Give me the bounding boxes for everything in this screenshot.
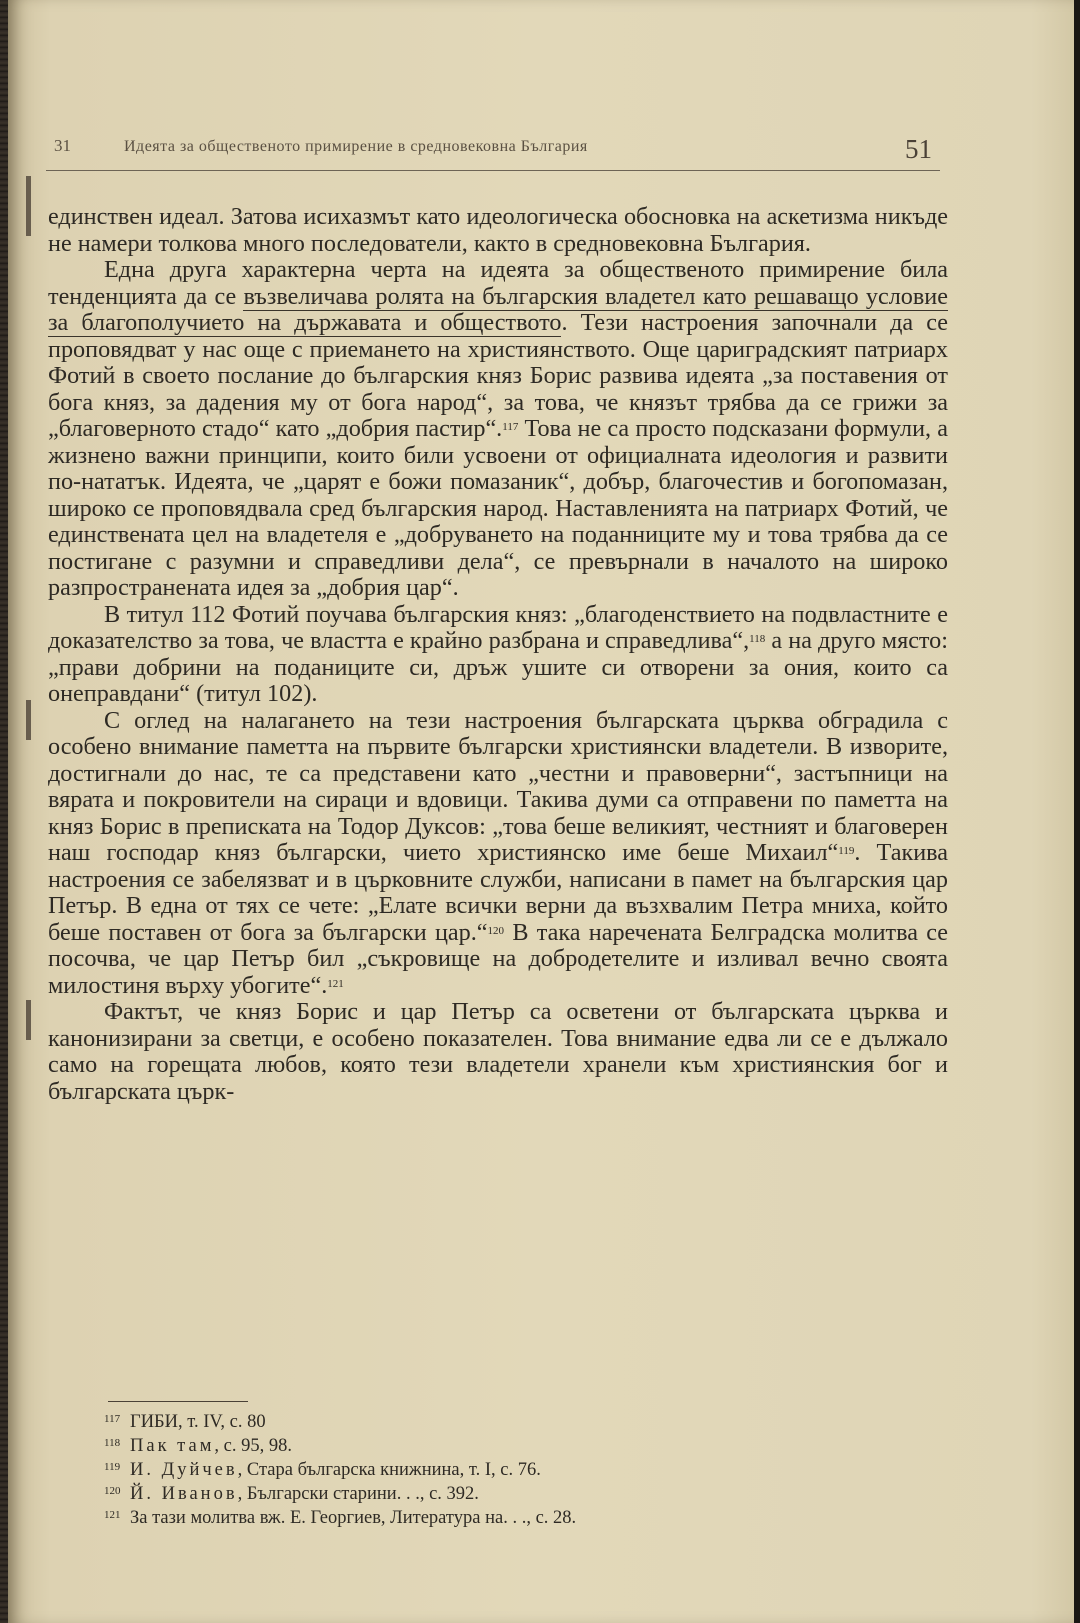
paragraph-text: единствен идеал. Затова исихазмът като идеологическа обосновка на аскетизма никъде не намери толкова много последователи, както в средновековна България. <box>48 203 948 257</box>
footnote-number: 119 <box>104 1461 121 1473</box>
footnote-ref: 119 <box>838 845 855 857</box>
footnote-number: 120 <box>104 1485 121 1497</box>
footnote-author: Пак там <box>130 1436 215 1456</box>
gutter-shadow <box>26 700 31 740</box>
footnote-text: За тази молитва вж. Е. Георгиев, Литература на. . ., с. 28. <box>130 1508 577 1528</box>
footnote-text: ГИБИ, т. IV, с. 80 <box>130 1412 266 1432</box>
underlined-passage: възвеличава ролята на българския владетел като решаващо условие за благополучието на държавата и обществото <box>48 282 948 336</box>
footnote-number: 117 <box>104 1413 121 1425</box>
footnotes <box>104 1410 884 1530</box>
gutter-shadow <box>26 1000 31 1040</box>
footnote-number: 118 <box>104 1437 121 1449</box>
footnote <box>104 1410 884 1434</box>
footnote <box>104 1434 884 1458</box>
paragraph <box>48 204 948 257</box>
paragraph-text: С оглед на налагането на тези настроения българската църква обградила с особено внимание паметта на първите български християнски владетели. В изворите, достигнали до нас, те са представени като „честни и правоверни“, застъпници на вярата и покровители на сираци и вдовици. Такива думи са отправени по паметта на княз Борис в преписката на Тодор Дуксов: „това беше великият, честният и благоверен наш господар княз български, чието християнско име беше Михаил“ <box>48 706 948 866</box>
footnote-text: , с. 95, 98. <box>214 1436 293 1456</box>
paragraph-text: Фактът, че княз Борис и цар Петър са осветени от българската църква и канонизирани за светци, е особено показателен. Това внимание едва ли се е дължало само на горещата любов, която тези владетели хранели към християнския бог и българската църк- <box>48 998 948 1105</box>
footnote <box>104 1506 884 1530</box>
paragraph <box>48 602 948 708</box>
paragraph <box>48 999 948 1105</box>
footnote-author: Й. Иванов <box>130 1484 238 1504</box>
paragraph-text: а на друго място: „прави добрини на поданиците си, дръж ушите си отворени за ония, които са онеправдани“ (титул 102). <box>48 627 948 707</box>
footnote-ref: 117 <box>502 421 519 433</box>
paragraph-text: . Такива настроения се забелязват и в църковните служби, написани в памет на българския цар Петър. В една от тях се чете: „Елате всички верни да възхвалим Петра мниха, който беше поставен от бога за български цар.“ <box>48 839 948 946</box>
book-binding-edge <box>0 0 8 1623</box>
footnote <box>104 1458 884 1482</box>
paragraph-text: В така наречената Белградска молитва се посочва, че цар Петър бил „съкровище на добродетелите и изливал вечно своята милостиня върху убогите“. <box>48 918 948 999</box>
footnote-ref: 121 <box>327 977 344 990</box>
paragraph <box>48 257 948 602</box>
footnote-ref: 118 <box>749 633 766 645</box>
footnote-text: , Стара българска книжнина, т. I, с. 76. <box>237 1460 541 1480</box>
paragraph-text: Една друга характерна черта на идеята за общественото примирение била тенденцията да се <box>48 256 948 310</box>
footnote <box>104 1482 884 1506</box>
paragraph-text: Това не са просто подсказани формули, а жизнено важни принципи, които били усвоени от официалната идеология и развити по-нататък. Идеята, че „царят е божи помазаник“, добър, благочестив и богопомазан, широко се проповядвала сред българския народ. Наставленията на патриарх Фотий, че единствената цел на владетеля е „добруването на поданниците му и това трябва да се постигане с разумни и справедливи дела“, се превърнали в началото на широко разпространената идея за „добрия цар“. <box>48 415 948 601</box>
paragraph <box>48 708 948 1000</box>
footnote-divider <box>108 1401 248 1402</box>
footnote-ref: 120 <box>487 924 505 937</box>
header-running-title: Идеята за общественото примирение в средновековна България <box>124 138 588 155</box>
header-section-number: 31 <box>54 136 71 155</box>
paragraph-text: В титул 112 Фотий поучава българския княз: „благоденствието на подвластните е доказателство за това, че властта е крайно разбрана и справедлива“, <box>48 600 948 654</box>
gutter-shadow <box>26 176 31 236</box>
footnote-author: И. Дуйчев <box>130 1460 238 1480</box>
page-number: 51 <box>905 134 932 164</box>
footnote-text: , Български старини. . ., с. 392. <box>237 1484 479 1504</box>
main-text <box>48 204 948 1105</box>
footnote-number: 121 <box>104 1509 121 1521</box>
paragraph-text: . Тези настроения започнали да се проповядват у нас още с приемането на християнството. Още цариградският патриарх Фотий в своето послание до българския княз Борис развива идеята „за поставения от бога княз, за дадения му от бога народ“, за това, че князът трябва да се грижи за „благоверното стадо“ като „добрия пастир“. <box>48 309 948 442</box>
running-header <box>46 136 940 171</box>
